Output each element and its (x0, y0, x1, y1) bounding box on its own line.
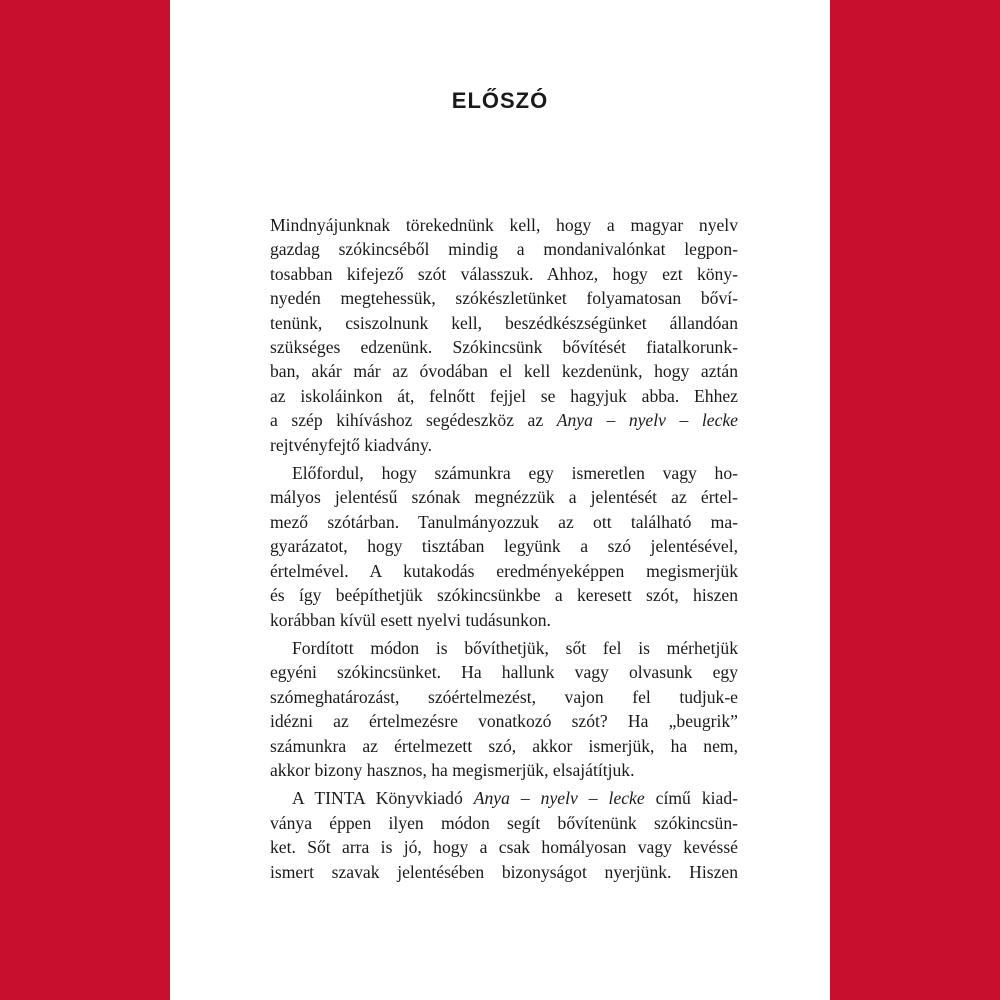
body-line: értelmével. A kutakodás eredményeképpen megismerjük (270, 560, 738, 581)
body-line: szómeghatározást, szóértelmezést, vajon fel tudjuk-e (270, 686, 738, 707)
body-line: idézni az értelmezésre vonatkozó szót? Ha „beugrik” (270, 711, 738, 732)
body-line: akkor bizony hasznos, ha megismerjük, elsajátítjuk. (270, 759, 635, 780)
body-line: Mindnyájunknak törekednünk kell, hogy a magyar nyelv (270, 215, 738, 235)
body-line: nyedén megtehessük, szókészletünket folyamatosan bőví- (270, 288, 738, 309)
body-line: tenünk, csiszolnunk kell, beszédkészségünket állandóan (270, 312, 738, 333)
body-line: ványa éppen ilyen módon segít bővítenünk szókincsün- (270, 812, 738, 833)
body-line: gyarázatot, hogy tisztában legyünk a szó jelentésével, (270, 536, 738, 557)
body-line: szükséges edzenünk. Szókincsünk bővítését fiatalkorunk- (270, 337, 738, 358)
body-line: az iskoláinkon át, felnőtt fejjel se hagyjuk abba. Ehhez (270, 385, 738, 406)
body-line: Fordított módon is bővíthetjük, sőt fel is mérhetjük (292, 637, 738, 658)
book-title: Anya – nyelv – lecke (556, 410, 738, 431)
body-line: rejtvényfejtő kiadvány. (270, 434, 433, 455)
body-line: mező szótárban. Tanulmányozzuk az ott található ma- (270, 511, 738, 532)
document-page (170, 0, 830, 1000)
body-line: tosabban kifejező szót válasszuk. Ahhoz, hogy ezt köny- (270, 263, 738, 284)
body-line: gazdag szókincséből mindig a mondanivalónkat legpon- (270, 239, 738, 260)
body-line: A TINTA Könyvkiadó Anya – nyelv – lecke című kiad- (292, 788, 738, 809)
body-line: korábban kívül esett nyelvi tudásunkon. (270, 609, 551, 630)
body-line: Előfordul, hogy számunkra egy ismeretlen vagy ho- (292, 463, 738, 484)
body-line: ket. Sőt arra is jó, hogy a csak homályosan vagy kevéssé (270, 837, 738, 858)
body-line: és így beépíthetjük szókincsünkbe a keresett szót, hiszen (270, 585, 738, 606)
body-line: mályos jelentésű szónak megnézzük a jelentését az értel- (270, 487, 738, 508)
body-line: egyéni szókincsünket. Ha hallunk vagy olvasunk egy (270, 662, 738, 683)
body-text (270, 213, 738, 884)
body-line: a szép kihíváshoz segédeszköz az Anya – nyelv – lecke (270, 410, 738, 431)
book-title: Anya – nyelv – lecke (473, 788, 645, 809)
body-line: ban, akár már az óvodában el kell kezdenünk, hogy aztán (270, 361, 738, 382)
page-title: ELŐSZÓ (451, 88, 549, 113)
body-line: ismert szavak jelentésében bizonyságot nyerjünk. Hiszen (270, 861, 738, 882)
body-line: számunkra az értelmezett szó, akkor ismerjük, ha nem, (270, 735, 738, 756)
